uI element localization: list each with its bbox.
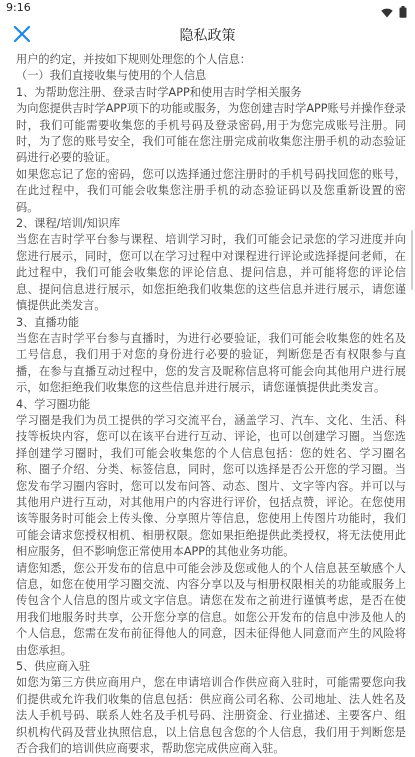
scrollbar[interactable] [411, 230, 413, 290]
section-heading: 2、课程/培训/知识库 [16, 217, 121, 231]
page-title: 隐私政策 [179, 28, 236, 44]
status-bar [0, 0, 415, 18]
paragraph: 如您为第三方供应商用户，您在申请培训合作供应商入驻时，可能需要您向我们提供或允许我们收集的信息包括：供应商公司名称、公司地址、法人姓名及法人手机号码、联系人姓名及手机号码、注册资金、行业描述、主要客户、组织机构代码及营业执照信息，以上信息包含您的个人信息，我们用于判断您是否合我们的培训供应商要求，帮助您完成供应商入驻。 [16, 676, 406, 756]
paragraph: 当您在吉时学平台参与课程、培训学习时，我们可能会记录您的学习进度并向您进行展示，同时，您可以在学习过程中对课程进行评论或选择提问老师，在此过程中，我们可能会收集您的评论信息、提问信息，并可能将您的评论信息、提问信息进行展示，如您拒绝我们收集您的这些信息并进行展示，请您谨慎提供此类发言。 [16, 233, 406, 313]
section-heading: 1、为帮助您注册、登录吉时学APP和使用吉时学相关服务 [16, 85, 302, 99]
paragraph: 学习圈是我们为员工提供的学习交流平台，涵盖学习、汽车、文化、生活、科技等板块内容，您可以在该平台进行互动、评论，也可以创建学习圈。当您选择创建学习圈时，我们可能会收集您的个人信息包括：您的姓名、学习圈名称、圈子介绍、分类、标签信息，同时，您可以选择是否公开您的学习圈。当您发布学习圈内容时，您可以发布问答、动态、图片、文字等内容。并可以与其他用户进行互动，对其他用户的内容进行评价，包括点赞，评论。在您使用该等服务时可能会上传头像、分享照片等信息，您使用上传图片功能时，我们可能会请求您授权相机、相册权限。您如果拒绝提供此类授权，将无法使用此相应服务，但不影响您正常使用本APP的其他业务功能。 [16, 413, 406, 559]
paragraph: 为向您提供吉时学APP项下的功能或服务，为您创建吉时学APP账号并操作登录时，我们可能需要收集您的手机号码及登录密码,用于为您完成账号注册。同时，为了您的账号安全，我们可能在您注册完成前收集您注册手机的动态验证码进行必要的验证。 [16, 102, 406, 165]
section-heading: 3、直播功能 [16, 315, 80, 329]
status-time: 9:16 [6, 1, 31, 14]
paragraph: 请您知悉，您公开发布的信息中可能会涉及您或他人的个人信息甚至敏感个人信息，如您在使用学习圈交流、内容分享以及与相册权限相关的功能或服务上传包含个人信息的图片或文字信息。请您在发布之前进行谨慎考虑，是否在使用我们地服务时共享，公开您分享的信息。如您公开发布的信息中涉及他人的个人信息，您需在发布前征得他人的同意，因未征得他人同意而产生的风险将由您承担。 [16, 561, 406, 657]
section-heading: 4、学习圈功能 [16, 397, 91, 411]
section-heading: （一）我们直接收集与使用的个人信息 [16, 69, 207, 83]
paragraph: 当您在吉时学平台参与直播时，为进行必要验证，我们可能会收集您的姓名及工号信息，我们用于对您的身份进行必要的验证，判断您是否有权限参与直播，在参与直播互动过程中，您的发言及昵称信息将可能会向其他用户进行展示，如您拒绝我们收集您的这些信息并进行展示，请您谨慎提供此类发言。 [16, 331, 406, 395]
section-heading: 5、供应商入驻 [16, 660, 91, 674]
paragraph: 如果您忘记了您的密码，您可以选择通过您注册时的手机号码找回您的账号，在此过程中，我们可能会收集您注册手机的动态验证码以及您重新设置的密码。 [16, 167, 406, 214]
privacy-policy-content[interactable] [16, 52, 406, 756]
nav-bar [0, 18, 415, 52]
paragraph: 用户的约定，并按如下规则处理您的个人信息： [16, 53, 251, 66]
